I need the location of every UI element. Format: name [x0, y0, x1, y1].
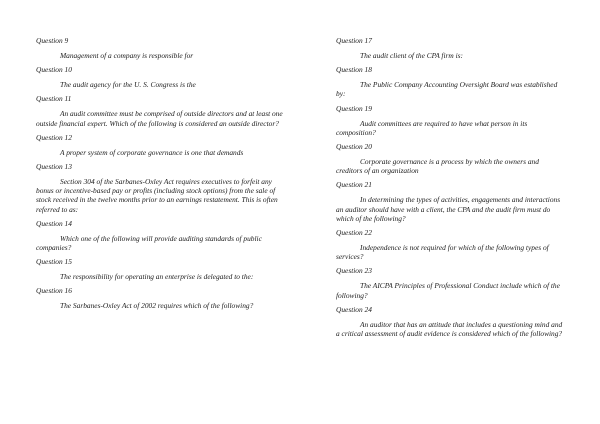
question-20-text: Corporate governance is a process by which the owners and creditors of an organization: [336, 157, 539, 176]
question-16: [36, 286, 290, 310]
question-18: [336, 65, 564, 98]
question-21: [336, 180, 564, 223]
question-13-text: Section 304 of the Sarbanes-Oxley Act requires executives to forfeit any bonus or incentive-based pay or profits (including stock options) from the sale of stock received in the twelve months prior to an earnings restatement. This is often referred to as:: [36, 177, 278, 214]
question-15: [36, 257, 290, 281]
question-22: [336, 228, 564, 261]
question-11: [36, 94, 290, 127]
question-17-text: The audit client of the CPA firm is:: [360, 51, 463, 60]
question-21-label: Question 21: [336, 180, 372, 190]
question-19-text: Audit committees are required to have what person in its composition?: [336, 118, 528, 137]
question-19: [336, 104, 564, 137]
question-18-label: Question 18: [336, 65, 372, 75]
question-13-label: Question 13: [36, 162, 72, 172]
question-14: [36, 219, 290, 252]
question-22-label: Question 22: [336, 228, 372, 238]
question-24: [336, 305, 564, 338]
question-11-text: An audit committee must be comprised of outside directors and at least one outside financial expert. Which of the following is considered an outside director?: [36, 109, 283, 128]
question-22-text: Independence is not required for which of the following types of services?: [336, 243, 549, 262]
question-11-label: Question 11: [36, 94, 72, 104]
left-column: [36, 36, 290, 316]
question-23: [336, 266, 564, 299]
question-9-label: Question 9: [36, 36, 69, 45]
question-18-text: The Public Company Accounting Oversight Board was established by:: [336, 80, 558, 99]
question-21-text: In determining the types of activities, engagements and interactions an auditor should have with a client, the CPA and the audit firm must do which of the following?: [336, 195, 561, 223]
question-15-text: The responsibility for operating an enterprise is delegated to the:: [60, 272, 254, 282]
question-16-label: Question 16: [36, 286, 72, 296]
question-19-label: Question 19: [336, 103, 372, 113]
question-9-text: Management of a company is responsible for: [60, 51, 194, 60]
question-15-label: Question 15: [36, 257, 72, 267]
question-16-text: The Sarbanes-Oxley Act of 2002 requires which of the following?: [60, 301, 254, 311]
question-14-label: Question 14: [36, 218, 72, 228]
question-24-text: An auditor that has an attitude that includes a questioning mind and a critical assessment of audit evidence is considered which of the following?: [336, 319, 563, 339]
question-12-label: Question 12: [36, 132, 72, 142]
question-23-label: Question 23: [336, 266, 372, 276]
question-10-text: The audit agency for the U. S. Congress is the: [60, 80, 196, 90]
question-12-text: A proper system of corporate governance is one that demands: [60, 147, 244, 157]
question-23-text: The AICPA Principles of Professional Conduct include which of the following?: [336, 281, 560, 300]
question-17-label: Question 17: [336, 36, 372, 45]
question-20: [336, 142, 564, 175]
question-10: [36, 65, 290, 89]
question-17: [336, 36, 564, 60]
right-column: [336, 36, 564, 343]
question-13: [36, 162, 290, 214]
question-10-label: Question 10: [36, 65, 72, 75]
question-24-label: Question 24: [336, 304, 372, 314]
question-14-text: Which one of the following will provide auditing standards of public companies?: [36, 233, 262, 253]
question-20-label: Question 20: [336, 142, 372, 152]
question-12: [36, 133, 290, 157]
question-9: [36, 36, 290, 60]
